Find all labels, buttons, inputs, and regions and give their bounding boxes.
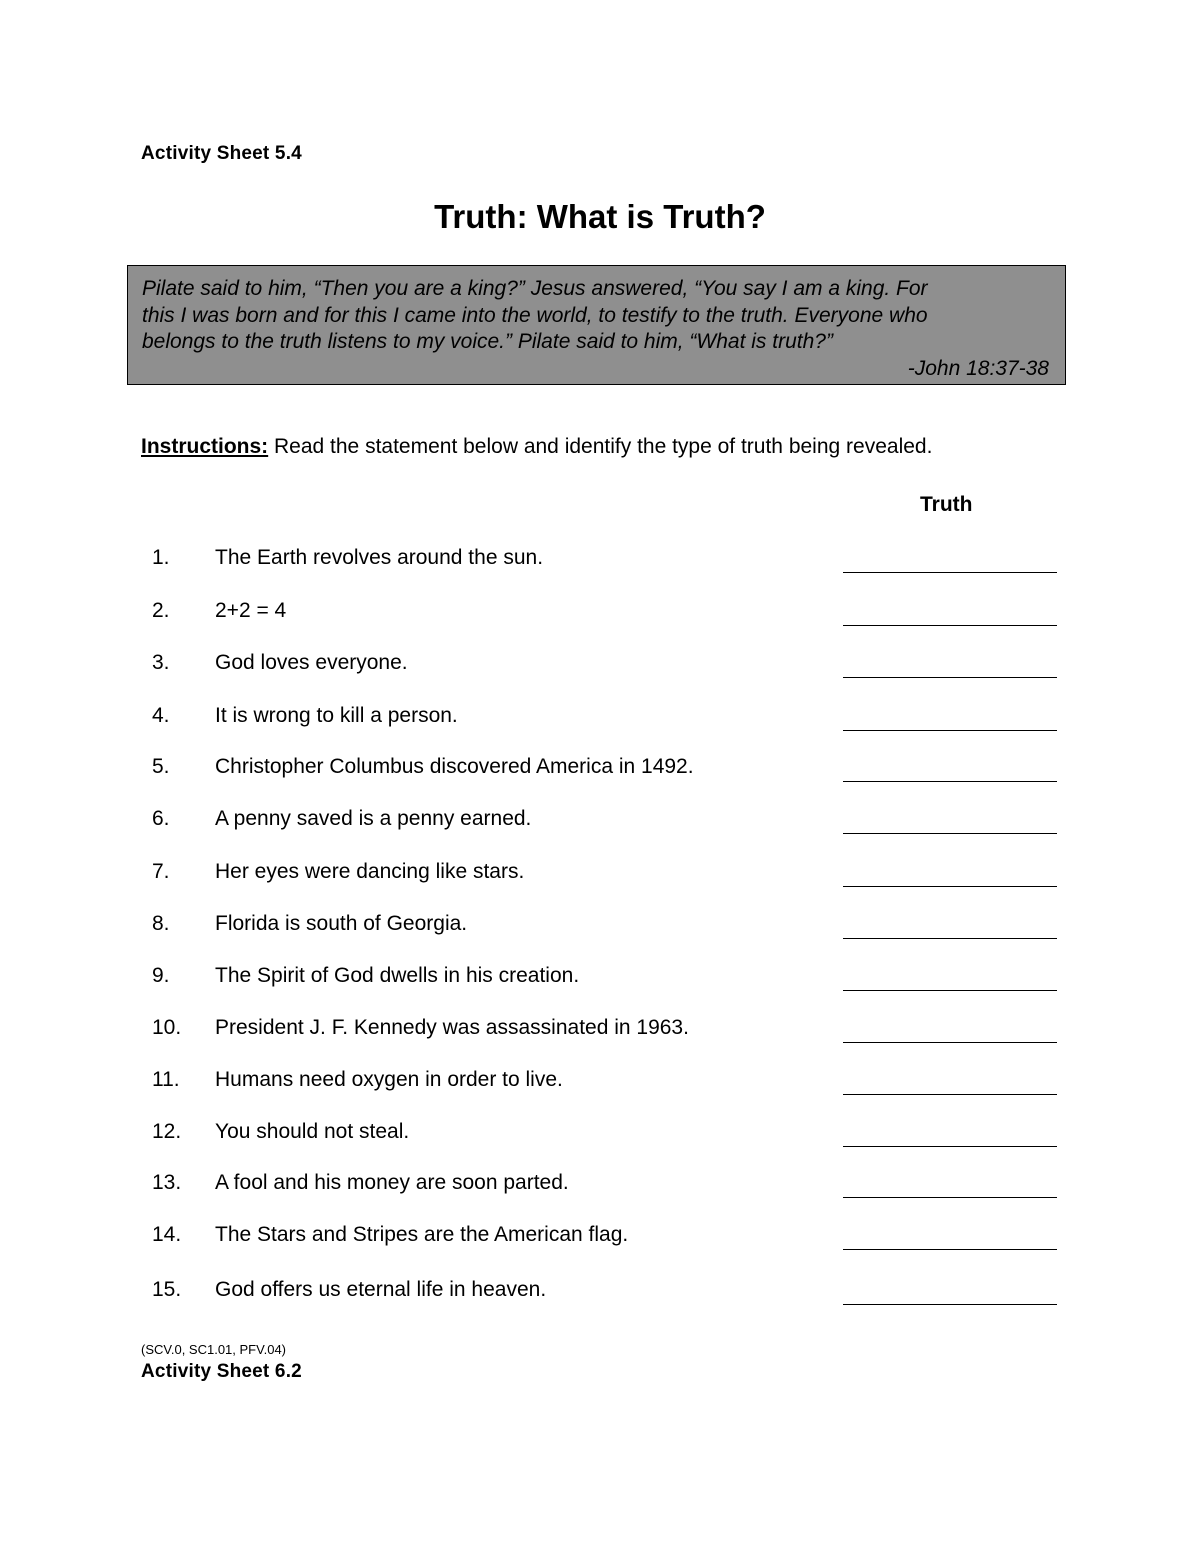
answer-blank-line[interactable] — [843, 1094, 1057, 1095]
statement-text: The Earth revolves around the sun. — [215, 546, 544, 569]
statement-text: Her eyes were dancing like stars. — [215, 860, 525, 883]
statement-number: 14. — [152, 1223, 182, 1246]
instructions-label: Instructions: — [141, 435, 269, 458]
statement-text: You should not steal. — [215, 1120, 410, 1143]
statement-text: President J. F. Kennedy was assassinated in 1963. — [215, 1016, 689, 1039]
scripture-quote-box — [127, 265, 1066, 385]
answer-blank-line[interactable] — [843, 730, 1057, 731]
statement-number: 12. — [152, 1120, 182, 1143]
page-title: Truth: What is Truth? — [434, 198, 766, 235]
answer-blank-line[interactable] — [843, 625, 1057, 626]
quote-line: this I was born and for this I came into the world, to testify to the truth. Everyone who — [142, 303, 928, 327]
statement-row — [0, 1278, 1200, 1312]
statement-row — [0, 912, 1200, 946]
statement-text: A fool and his money are soon parted. — [215, 1171, 569, 1194]
statement-text: The Spirit of God dwells in his creation. — [215, 964, 580, 987]
statement-text: Florida is south of Georgia. — [215, 912, 468, 935]
statement-row — [0, 1223, 1200, 1257]
statement-row — [0, 1171, 1200, 1205]
scripture-quote-text — [142, 276, 1051, 356]
answer-blank-line[interactable] — [843, 1249, 1057, 1250]
statement-text: Christopher Columbus discovered America in 1492. — [215, 755, 694, 778]
statement-number: 7. — [152, 860, 170, 883]
answer-blank-line[interactable] — [843, 1304, 1057, 1305]
instructions-text: Read the statement below and identify the type of truth being revealed. — [268, 435, 933, 458]
statement-text: The Stars and Stripes are the American flag. — [215, 1223, 629, 1246]
statement-text: Humans need oxygen in order to live. — [215, 1068, 563, 1091]
statement-number: 5. — [152, 755, 170, 778]
answer-blank-line[interactable] — [843, 572, 1057, 573]
statement-row — [0, 755, 1200, 789]
statement-number: 15. — [152, 1278, 182, 1301]
answer-blank-line[interactable] — [843, 781, 1057, 782]
statement-text: It is wrong to kill a person. — [215, 704, 458, 727]
statement-number: 4. — [152, 704, 170, 727]
instructions — [141, 435, 932, 459]
statement-text: God offers us eternal life in heaven. — [215, 1278, 547, 1301]
statement-row — [0, 704, 1200, 738]
statement-number: 10. — [152, 1016, 182, 1039]
statement-text: 2+2 = 4 — [215, 599, 287, 622]
statement-row — [0, 964, 1200, 998]
truth-column-header: Truth — [920, 493, 973, 516]
statement-text: God loves everyone. — [215, 651, 408, 674]
statement-row — [0, 599, 1200, 633]
statement-number: 13. — [152, 1171, 182, 1194]
quote-line: belongs to the truth listens to my voice.” Pilate said to him, “What is truth?” — [142, 330, 833, 353]
answer-blank-line[interactable] — [843, 1042, 1057, 1043]
statement-row — [0, 860, 1200, 894]
statement-number: 1. — [152, 546, 170, 569]
answer-blank-line[interactable] — [843, 886, 1057, 887]
activity-sheet-label: Activity Sheet 5.4 — [141, 143, 302, 164]
next-activity-sheet-label: Activity Sheet 6.2 — [141, 1361, 302, 1382]
statement-number: 11. — [152, 1068, 180, 1091]
statement-row — [0, 1016, 1200, 1050]
answer-blank-line[interactable] — [843, 677, 1057, 678]
statement-number: 6. — [152, 807, 170, 830]
answer-blank-line[interactable] — [843, 990, 1057, 991]
statement-row — [0, 807, 1200, 841]
quote-line: Pilate said to him, “Then you are a king?” Jesus answered, “You say I am a king. For — [142, 277, 928, 300]
statement-number: 2. — [152, 599, 170, 622]
answer-blank-line[interactable] — [843, 833, 1057, 834]
statement-number: 9. — [152, 964, 170, 987]
statement-number: 3. — [152, 651, 170, 674]
standards-codes: (SCV.0, SC1.01, PFV.04) — [141, 1342, 287, 1357]
quote-attribution: -John 18:37-38 — [907, 356, 1049, 380]
statement-row — [0, 651, 1200, 685]
statement-row — [0, 1120, 1200, 1154]
answer-blank-line[interactable] — [843, 1197, 1057, 1198]
statement-number: 8. — [152, 912, 170, 935]
statement-row — [0, 1068, 1200, 1102]
statement-row — [0, 546, 1200, 580]
statement-text: A penny saved is a penny earned. — [215, 807, 532, 830]
answer-blank-line[interactable] — [843, 938, 1057, 939]
answer-blank-line[interactable] — [843, 1146, 1057, 1147]
